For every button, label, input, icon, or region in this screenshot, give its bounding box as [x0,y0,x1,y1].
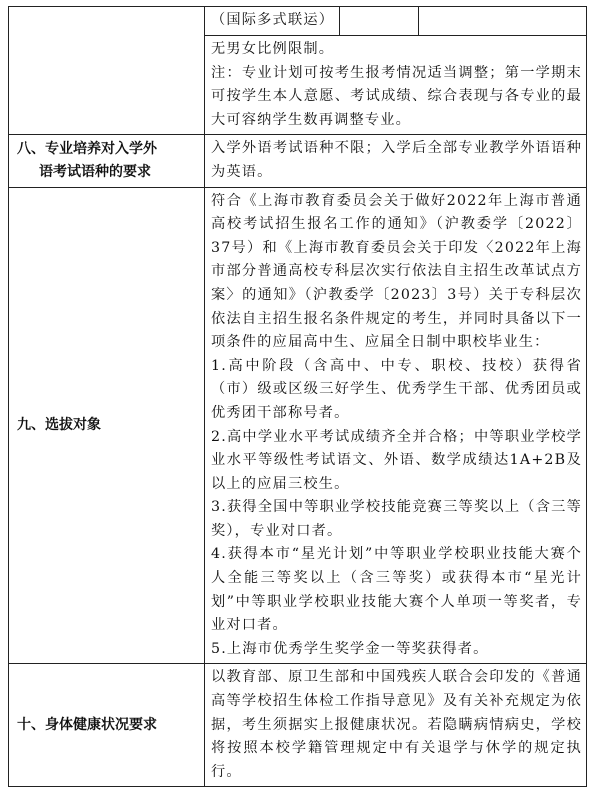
section-8-heading-line2: 语考试语种的要求 [39,163,151,180]
section-9-intro: 符合《上海市教育委员会关于做好2022年上海市普通高校考试招生报名工作的通知》（沪教委学〔2022〕37号）和《上海市教育委员会关于印发〈2022年上海市部分普通高校专科层次实行依法自主招生改革试点方案〉的通知》（沪教委学〔2023〕3号）关于专科层次依法自主招生报名条件规定的考生，并同时具备以下一项条件的应届高中生、应届全日制中职校毕业生： [211,192,582,351]
section-8-text: 入学外语考试语种不限；入学后全部专业教学外语语种为英语。 [211,140,582,180]
section-8-heading [9,135,205,187]
section-9-item-5: 5.上海市优秀学生奖学金一等奖获得者。 [211,640,489,657]
section-10-content [205,664,587,787]
top-continuation-row [9,7,587,135]
mode-subtable [205,7,586,35]
mode-blank-cell-2 [418,7,586,35]
major-adjust-note: 注：专业计划可按考生报考情况适当调整；第一学期末可按学生本人意愿、考试成绩、综合表现与各专业的最大可容纳学生数再调整专业。 [211,64,582,128]
section-10-text: 以教育部、原卫生部和中国残疾人联合会印发的《普通高等学校招生体检工作指导意见》及有关补充规定为依据，考生须据实上报健康状况。若隐瞒病情病史，学校将按照本校学籍管理规定中有关退学与休学的规定执行。 [211,669,582,780]
section-9-content [205,187,587,664]
section-9-item-4: 4.获得本市“星光计划”中等职业学校职业技能大赛个人全能三等奖以上（含三等奖）或获得本市“星光计划”中等职业学校职业技能大赛个人单项一等奖者，专业对口者。 [211,546,582,634]
gender-note-block [205,35,586,134]
section-8-row [9,135,587,187]
section-9-row [9,187,587,664]
section-9-item-3: 3.获得全国中等职业学校技能竞赛三等奖以上（含三等奖），专业对口者。 [211,499,582,539]
admission-info-table [8,6,587,787]
section-10-row [9,664,587,787]
empty-heading-cell [9,7,205,135]
section-9-heading: 九、选拔对象 [9,187,205,664]
section-10-heading: 十、身体健康状况要求 [9,664,205,787]
gender-note: 无男女比例限制。 [211,41,335,57]
mode-blank-cell [339,7,418,35]
section-8-heading-line1: 八、专业培养对入学外 [17,140,157,157]
section-9-item-1: 1.高中阶段（含高中、中专、职校、技校）获得省（市）级或区级三好学生、优秀学生干部、优秀团员或优秀团干部称号者。 [211,357,582,421]
section-8-content [205,135,587,187]
section-9-item-2: 2.高中学业水平考试成绩齐全并合格；中等职业学校学业水平等级性考试语文、外语、数学成绩达1A+2B及以上的应届三校生。 [211,428,582,492]
mode-label: （国际多式联运） [205,7,339,35]
top-content-cell [205,7,587,135]
